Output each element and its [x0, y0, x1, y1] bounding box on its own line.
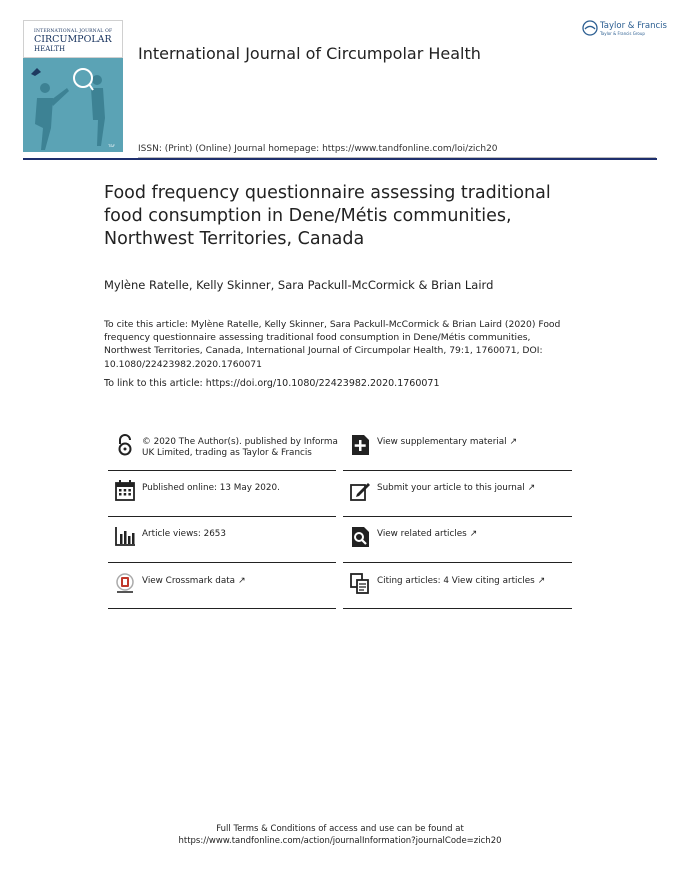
- external-link-icon: ↗: [469, 529, 478, 539]
- cover-title-line3: HEALTH: [34, 45, 66, 53]
- submit-label[interactable]: Submit your article to this journal: [377, 483, 525, 493]
- submit-cell[interactable]: [343, 483, 572, 523]
- journal-cover-image: [23, 20, 123, 152]
- document-search-icon: [350, 526, 370, 548]
- crossmark-label[interactable]: View Crossmark data: [142, 576, 236, 586]
- pencil-edit-icon: [350, 480, 370, 502]
- cover-title-band: [23, 20, 123, 58]
- published-online-text: Published online: 13 May 2020.: [142, 483, 280, 493]
- supplementary-cell[interactable]: [343, 437, 572, 477]
- cover-artwork-figures: [23, 58, 123, 152]
- supplementary-label[interactable]: View supplementary material: [377, 437, 507, 447]
- external-link-icon: ↗: [537, 576, 546, 586]
- terms-conditions-text: Full Terms & Conditions of access and use can be found at: [216, 824, 464, 834]
- supplementary-link[interactable]: [377, 437, 517, 448]
- article-link-label: To link to this article:: [104, 378, 203, 389]
- journal-title[interactable]: International Journal of Circumpolar Health: [138, 44, 481, 63]
- published-cell: [108, 483, 336, 523]
- grid-divider: [108, 562, 336, 563]
- cover-title-line1: INTERNATIONAL JOURNAL OF: [34, 29, 113, 34]
- terms-conditions-link[interactable]: https://www.tandfonline.com/action/journalInformation?journalCode=zich20: [178, 836, 502, 846]
- publisher-group: Taylor & Francis Group: [600, 31, 645, 36]
- crossmark-cell[interactable]: [108, 576, 336, 616]
- license-cell: [108, 437, 336, 477]
- calendar-icon: [115, 480, 135, 502]
- publisher-name: Taylor & Francis: [600, 21, 667, 31]
- grid-divider: [108, 608, 336, 609]
- license-text: © 2020 The Author(s). published by Informa UK Limited, trading as Taylor & Francis: [142, 437, 338, 458]
- bar-chart-icon: [115, 526, 135, 548]
- open-access-lock-icon: [115, 434, 135, 456]
- cover-publisher-mark: T&F: [108, 144, 115, 148]
- submit-link[interactable]: [377, 483, 535, 494]
- external-link-icon: ↗: [238, 576, 246, 586]
- external-link-icon: ↗: [509, 437, 518, 447]
- external-link-icon: ↗: [527, 483, 536, 493]
- grid-divider: [108, 470, 336, 471]
- article-views-text: Article views: 2653: [142, 529, 227, 539]
- crossmark-icon: [115, 573, 135, 595]
- grid-divider: [108, 516, 336, 517]
- article-authors: Mylène Ratelle, Kelly Skinner, Sara Packull-McCormick & Brian Laird: [104, 278, 494, 292]
- taylor-francis-logo-icon: [582, 20, 598, 36]
- related-label[interactable]: View related articles: [377, 529, 467, 539]
- issn-homepage-line[interactable]: ISSN: (Print) (Online) Journal homepage: https://www.tandfonline.com/loi/zich20: [138, 144, 498, 154]
- related-link[interactable]: [377, 529, 477, 540]
- citing-label[interactable]: Citing articles: 4 View citing articles: [377, 576, 535, 586]
- article-link-line: [104, 378, 440, 389]
- citing-link[interactable]: [377, 576, 545, 587]
- citing-cell[interactable]: [343, 576, 572, 616]
- citation-text: To cite this article: Mylène Ratelle, Kelly Skinner, Sara Packull-McCormick & Brian Laird (2020) Food frequency questionnaire assessing traditional food consumption in Dene/Métis communities, Northwest Territories, Canada, International Journal of Circumpolar Health, 79:1, 1760071, DOI: 10.1080/22423982.2020.1760071: [104, 319, 561, 370]
- grid-divider: [343, 470, 572, 471]
- views-cell: [108, 529, 336, 569]
- crossmark-link[interactable]: [142, 576, 246, 587]
- cover-title-line2: CIRCUMPOLAR: [34, 34, 112, 45]
- related-cell[interactable]: [343, 529, 572, 569]
- grid-divider: [343, 516, 572, 517]
- article-title: Food frequency questionnaire assessing traditional food consumption in Dene/Métis communities, Northwest Territories, Canada: [104, 183, 551, 249]
- grid-divider: [343, 562, 572, 563]
- plus-document-icon: [350, 434, 370, 456]
- grid-divider: [343, 608, 572, 609]
- header-divider-blue: [23, 158, 657, 160]
- citing-articles-icon: [350, 573, 370, 595]
- article-doi-link[interactable]: https://doi.org/10.1080/22423982.2020.1760071: [205, 378, 440, 389]
